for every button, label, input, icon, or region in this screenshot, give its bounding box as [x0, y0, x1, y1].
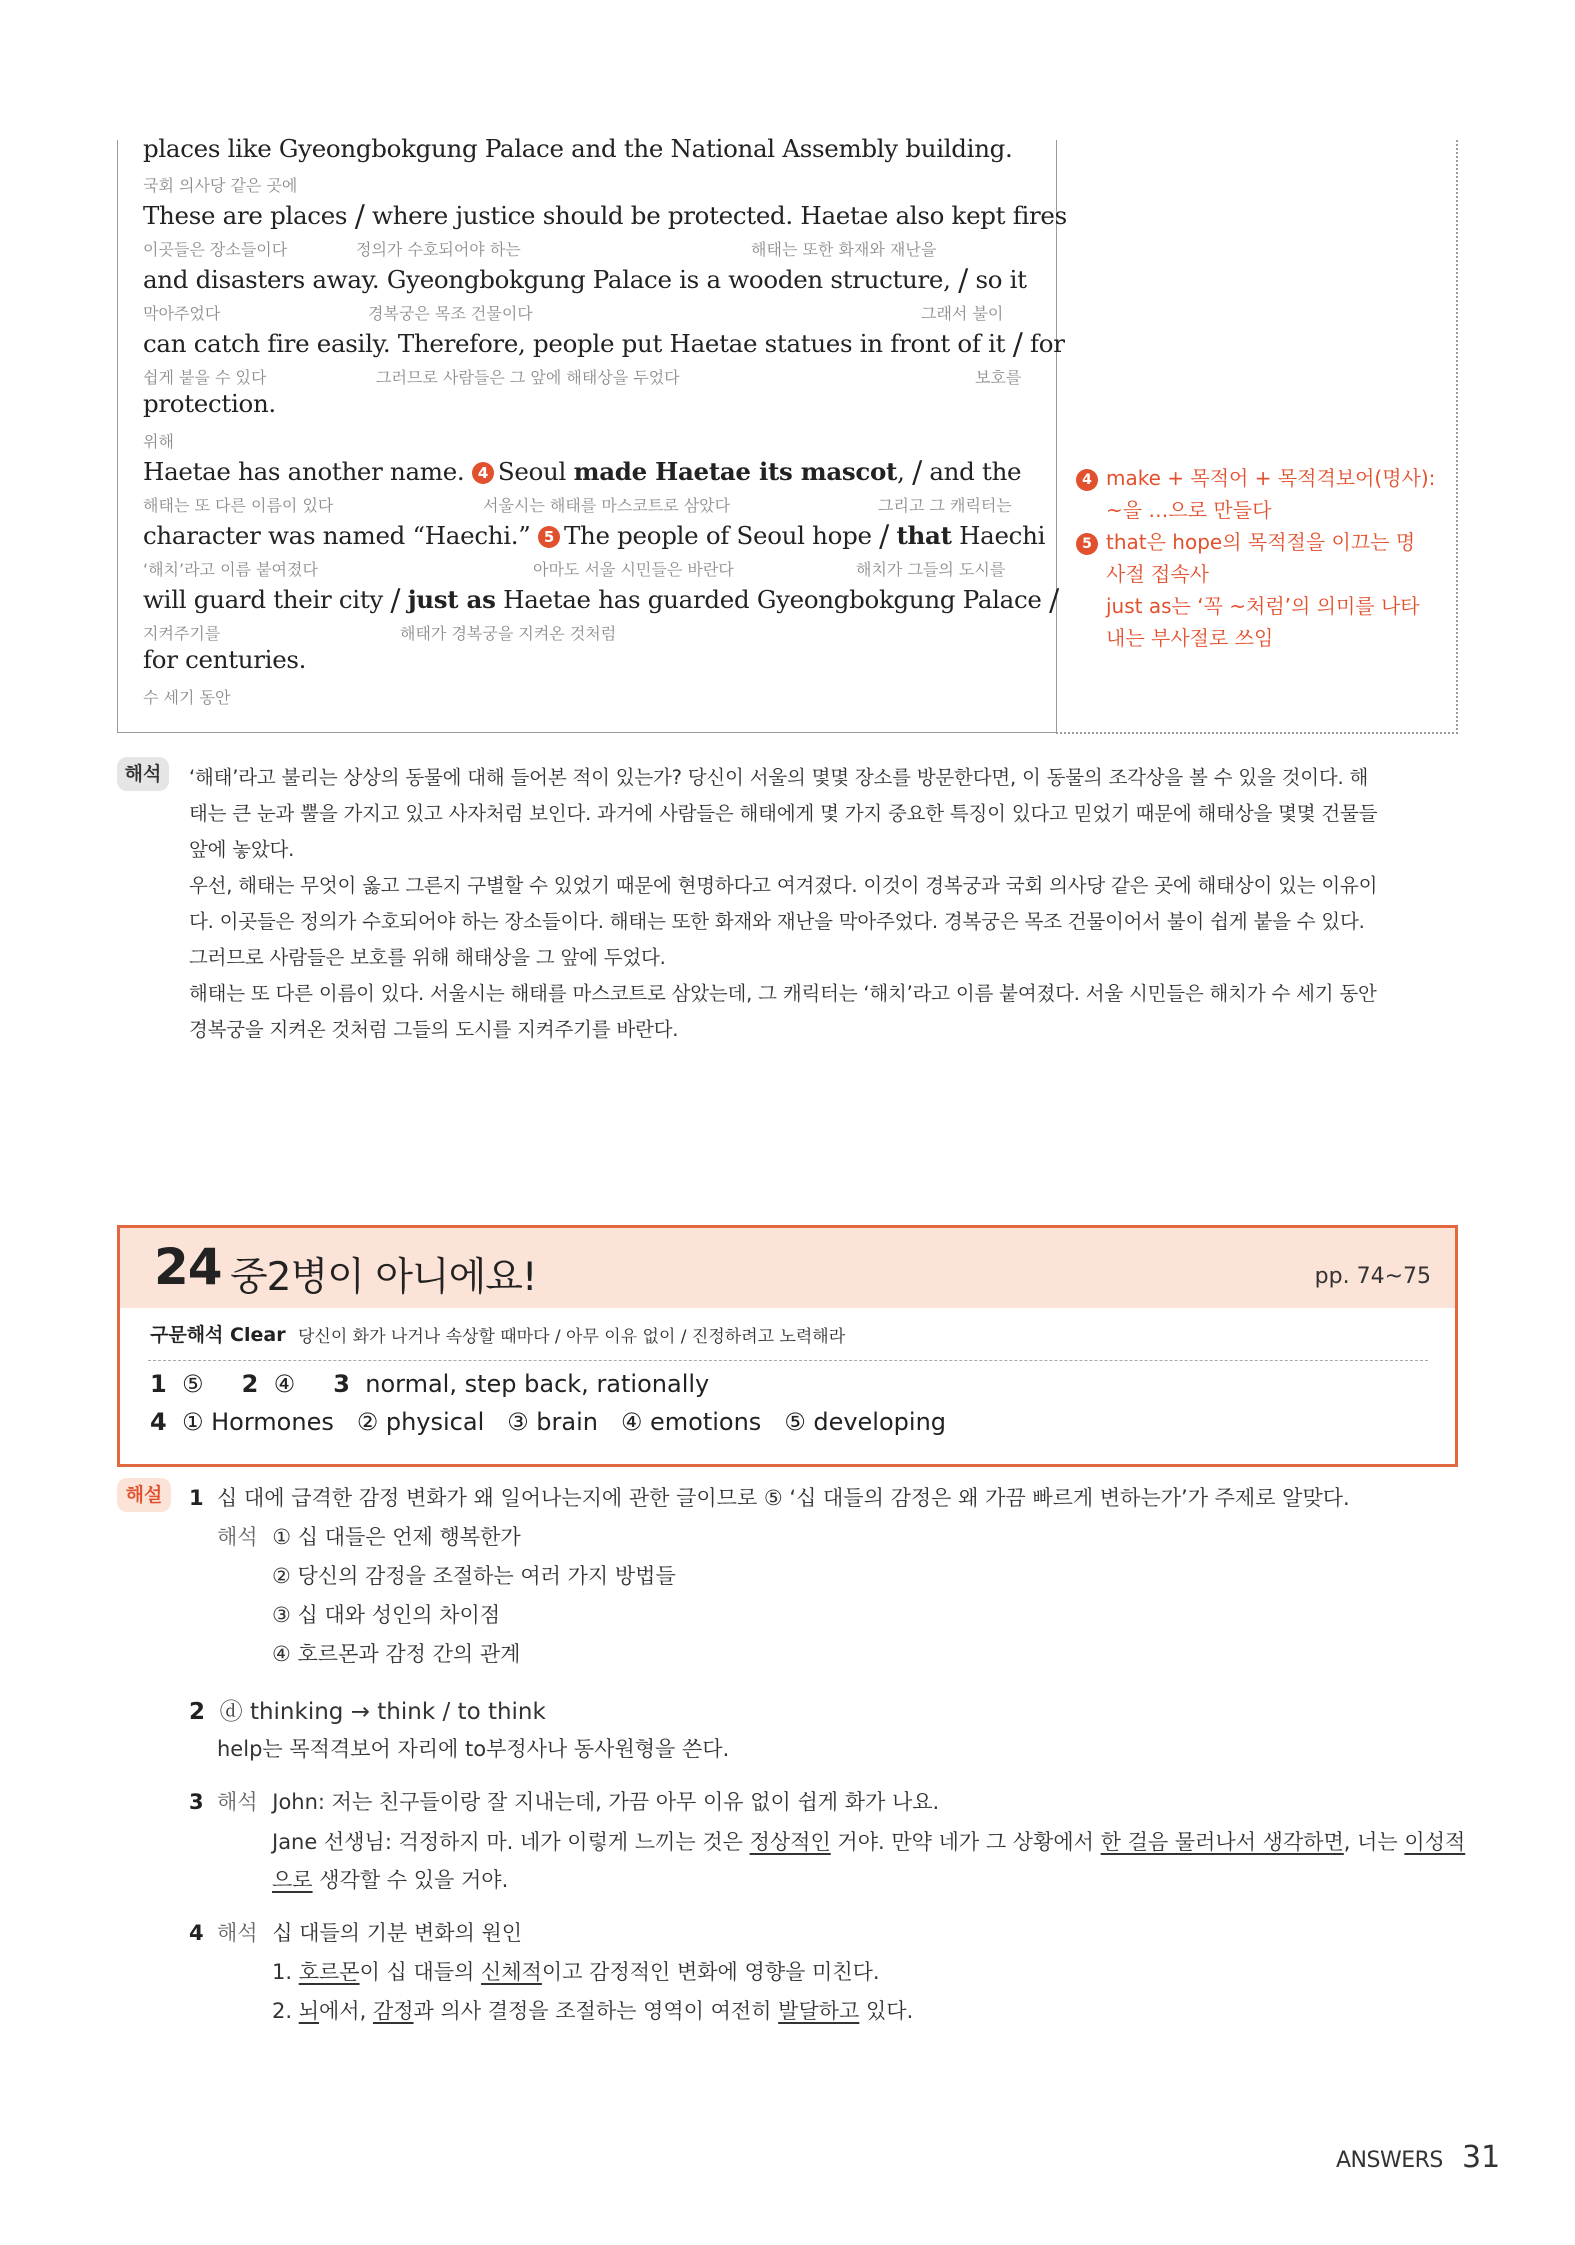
reading-line-2: These are places / where justice should be protected. Haetae also kept fires: [143, 199, 1067, 234]
gloss: 경복궁은 목조 건물이다: [368, 304, 533, 323]
reading-passage-box: [117, 134, 1067, 733]
footer-label: ANSWERS: [1336, 2148, 1443, 2173]
gloss: 해태가 경복궁을 지켜온 것처럼: [400, 624, 617, 643]
gloss: 그리고 그 캐릭터는: [878, 496, 1012, 515]
sentence-number-4: 4: [472, 462, 494, 484]
answer-row-1: 1 ⑤ 2 ④ 3 normal, step back, rationally: [150, 1370, 710, 1398]
gloss: 해태는 또 다른 이름이 있다: [143, 496, 334, 515]
q1-explanation: 1 십 대에 급격한 감정 변화가 왜 일어나는지에 관한 글이므로 ⑤ ‘십 대들의 감정은 왜 가끔 빠르게 변하는가’가 주제로 알맞다.: [189, 1486, 1350, 1510]
translation-line: 경복궁을 지켜온 것처럼 그들의 도시를 지켜주기를 바란다.: [189, 1018, 679, 1041]
translation-line: ‘해태’라고 불리는 상상의 동물에 대해 들어본 적이 있는가? 당신이 서울의 몇몇 장소를 방문한다면, 이 동물의 조각상을 볼 수 있을 것이다. 해: [189, 766, 1369, 789]
reading-line-8: will guard their city / just as Haetae has guarded Gyeongbokgung Palace /: [143, 583, 1059, 618]
answer-row-2: 4 ① Hormones ② physical ③ brain ④ emotions ⑤ developing: [150, 1408, 947, 1436]
section-number: 24: [154, 1238, 222, 1296]
gloss: 수 세기 동안: [143, 688, 231, 707]
gloss: ‘해치’라고 이름 붙여졌다: [143, 560, 318, 579]
note-5-line-4: 내는 부사절로 쓰임: [1106, 626, 1274, 650]
q4-line-1: 1. 호르몬이 십 대들의 신체적이고 감정적인 변화에 영향을 미친다.: [272, 1960, 880, 1984]
note-number-4: 4: [1076, 469, 1098, 491]
note-4-line-1: 4 make + 목적어 + 목적격보어(명사):: [1076, 462, 1435, 491]
gloss: 해태는 또한 화재와 재난을: [751, 240, 937, 259]
q3-line-1: 3 해석 John: 저는 친구들이랑 잘 지내는데, 가끔 아무 이유 없이 쉽게 화가 나요.: [189, 1790, 940, 1814]
note-4-line-2: ~을 …으로 만들다: [1106, 498, 1272, 522]
grammar-notes-box: [1056, 140, 1458, 734]
page-reference: pp. 74~75: [1314, 1264, 1431, 1289]
reading-line-9: for centuries.: [143, 645, 307, 674]
section-24-answer-box: [117, 1225, 1458, 1467]
translation-tag: 해석: [117, 757, 169, 791]
gloss: 국회 의사당 같은 곳에: [143, 176, 298, 195]
gloss: 이곳들은 장소들이다: [143, 240, 288, 259]
reading-line-7: character was named “Haechi.” 5 The people of Seoul hope / that Haechi: [143, 519, 1046, 554]
q3-line-2: Jane 선생님: 걱정하지 마. 네가 이렇게 느끼는 것은 정상적인 거야. 만약 네가 그 상황에서 한 걸음 물러나서 생각하면, 너는 이성적: [272, 1830, 1466, 1854]
gloss: 그러므로 사람들은 그 앞에 해태상을 두었다: [376, 368, 680, 387]
clear-text: 당신이 화가 나거나 속상할 때마다 / 아무 이유 없이 / 진정하려고 노력해라: [298, 1327, 846, 1347]
section-header: [120, 1228, 1455, 1308]
gloss: 보호를: [975, 368, 1022, 387]
note-5-line-2: 사절 접속사: [1106, 562, 1209, 586]
gloss: 위해: [143, 432, 174, 451]
gloss: 서울시는 해태를 마스코트로 삼았다: [483, 496, 731, 515]
reading-line-3: and disasters away. Gyeongbokgung Palace is a wooden structure, / so it: [143, 263, 1027, 298]
note-5-line-1: 5 that은 hope의 목적절을 이끄는 명: [1076, 526, 1415, 555]
q1-option-2: ② 당신의 감정을 조절하는 여러 가지 방법들: [272, 1564, 676, 1588]
q1-option-3: ③ 십 대와 성인의 차이점: [272, 1603, 501, 1627]
translation-line: 다. 이곳들은 정의가 수호되어야 하는 장소들이다. 해태는 또한 화재와 재난을 막아주었다. 경복궁은 목조 건물이어서 불이 쉽게 붙을 수 있다.: [189, 910, 1365, 933]
gloss: 정의가 수호되어야 하는: [356, 240, 521, 259]
page-number: 31: [1462, 2140, 1501, 2175]
note-5-line-3: just as는 ‘꼭 ~처럼’의 의미를 나타: [1106, 594, 1420, 618]
reading-line-1: places like Gyeongbokgung Palace and the National Assembly building.: [143, 134, 1013, 163]
note-number-5: 5: [1076, 533, 1098, 555]
divider: [148, 1360, 1428, 1361]
reading-line-5: protection.: [143, 389, 276, 418]
q2-answer: 2 ⓓ thinking → think / to think: [189, 1699, 546, 1725]
reading-line-4: can catch fire easily. Therefore, people put Haetae statues in front of it / for: [143, 327, 1065, 362]
gloss: 지켜주기를: [143, 624, 221, 643]
gloss: 아마도 서울 시민들은 바란다: [533, 560, 734, 579]
translation-line: 해태는 또 다른 이름이 있다. 서울시는 해태를 마스코트로 삼았는데, 그 캐릭터는 ‘해치’라고 이름 붙여졌다. 서울 시민들은 해치가 수 세기 동안: [189, 982, 1377, 1005]
explanation-tag: 해설: [117, 1478, 171, 1512]
q3-line-3: 으로 생각할 수 있을 거야.: [272, 1868, 509, 1892]
section-title: 중2병이 아니에요!: [230, 1255, 537, 1300]
q4-title: 4 해석 십 대들의 기분 변화의 원인: [189, 1921, 523, 1945]
translation-line: 태는 큰 눈과 뿔을 가지고 있고 사자처럼 보인다. 과거에 사람들은 해태에게 몇 가지 중요한 특징이 있다고 믿었기 때문에 해태상을 몇몇 건물들: [189, 802, 1378, 825]
translation-line: 우선, 해태는 무엇이 옳고 그른지 구별할 수 있었기 때문에 현명하다고 여겨졌다. 이것이 경복궁과 국회 의사당 같은 곳에 해태상이 있는 이유이: [189, 874, 1378, 897]
gloss: 쉽게 붙을 수 있다: [143, 368, 267, 387]
clear-label: 구문해석 Clear: [150, 1324, 286, 1346]
translation-line: 앞에 놓았다.: [189, 838, 295, 861]
translation-line: 그러므로 사람들은 보호를 위해 해태상을 그 앞에 두었다.: [189, 946, 666, 969]
q1-option-1: 해석 ① 십 대들은 언제 행복한가: [217, 1525, 521, 1549]
reading-line-6: Haetae has another name. 4 Seoul made Haetae its mascot, / and the: [143, 455, 1022, 490]
q4-line-2: 2. 뇌에서, 감정과 의사 결정을 조절하는 영역이 여전히 발달하고 있다.: [272, 1999, 914, 2023]
gloss: 그래서 불이: [921, 304, 1004, 323]
gloss: 해치가 그들의 도시를: [856, 560, 1006, 579]
q1-option-4: ④ 호르몬과 감정 간의 관계: [272, 1642, 521, 1666]
q2-explanation: help는 목적격보어 자리에 to부정사나 동사원형을 쓴다.: [217, 1737, 730, 1761]
sentence-number-5: 5: [538, 526, 560, 548]
gloss: 막아주었다: [143, 304, 221, 323]
